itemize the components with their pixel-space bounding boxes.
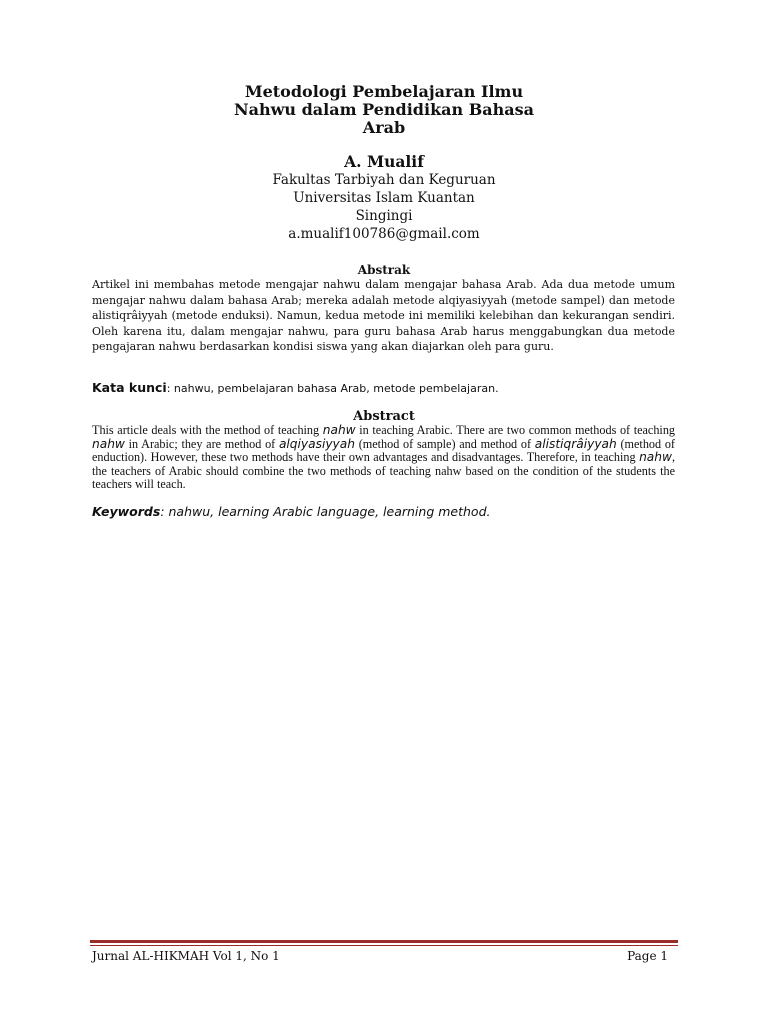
- abstract-italic-term: alqiyasiyyah: [278, 436, 355, 451]
- title-line-3: Arab: [362, 118, 406, 137]
- footer-rule-thick: [90, 940, 678, 943]
- keywords-label: Keywords: [92, 504, 161, 519]
- abstract-text-part: (method of enduction). However, these two methods have their own advantages and disadvantages. Therefore, in teaching: [92, 436, 675, 464]
- abstract-heading: Abstract: [353, 409, 415, 424]
- abstract-italic-term: alistiqrâiyyah: [534, 436, 617, 451]
- footer-rule-thin: [90, 945, 678, 946]
- affiliation-university: Universitas Islam Kuantan: [293, 190, 475, 206]
- title-line-1: Metodologi Pembelajaran Ilmu: [244, 82, 524, 101]
- abstract-text-part: in teaching Arabic. There are two common methods of teaching: [355, 423, 676, 437]
- keywords: [92, 504, 675, 519]
- abstract-italic-term: nahw: [92, 436, 125, 451]
- kata-kunci: [92, 380, 675, 395]
- affiliation-location: Singingi: [355, 208, 413, 224]
- abstrak-heading: Abstrak: [357, 263, 411, 277]
- title-line-2: Nahwu dalam Pendidikan Bahasa: [234, 100, 534, 119]
- affiliation: [0, 171, 768, 243]
- paper-title: [0, 83, 768, 137]
- abstract-text-part: , the teachers of Arabic should combine the two methods of teaching nahw based on the condition of the students the teachers will teach.: [92, 450, 675, 491]
- footer-page-number: Page 1: [627, 949, 668, 963]
- author-email: a.mualif100786@gmail.com: [288, 226, 480, 242]
- abstract-text-part: This article deals with the method of teaching: [92, 423, 323, 437]
- abstract-text: [92, 424, 675, 492]
- footer-journal: Jurnal AL-HIKMAH Vol 1, No 1: [92, 949, 280, 963]
- abstract-italic-term: nahw: [639, 450, 672, 464]
- keywords-value: : nahwu, learning Arabic language, learning method.: [160, 504, 491, 519]
- affiliation-faculty: Fakultas Tarbiyah dan Keguruan: [272, 172, 496, 188]
- kata-kunci-label: Kata kunci: [92, 380, 167, 395]
- kata-kunci-value: : nahwu, pembelajaran bahasa Arab, metode pembelajaran.: [166, 382, 499, 395]
- author-name: A. Mualif: [344, 152, 424, 171]
- abstract-text-part: in Arabic; they are method of: [124, 436, 279, 451]
- abstrak-text: Artikel ini membahas metode mengajar nahwu dalam mengajar bahasa Arab. Ada dua metode umum mengajar nahwu dalam bahasa Arab; mereka adalah metode alqiyasiyyah (metode sampel) dan metode alistiqrâiyyah (metode enduksi). Namun, kedua metode ini memiliki kelebihan dan kekurangan sendiri. Oleh karena itu, dalam mengajar nahwu, para guru bahasa Arab harus menggabungkan dua metode pengajaran nahwu berdasarkan kondisi siswa yang akan diajarkan oleh para guru.: [92, 278, 675, 353]
- abstract-italic-term: nahw: [322, 423, 356, 437]
- abstract-text-part: (method of sample) and method of: [354, 436, 535, 451]
